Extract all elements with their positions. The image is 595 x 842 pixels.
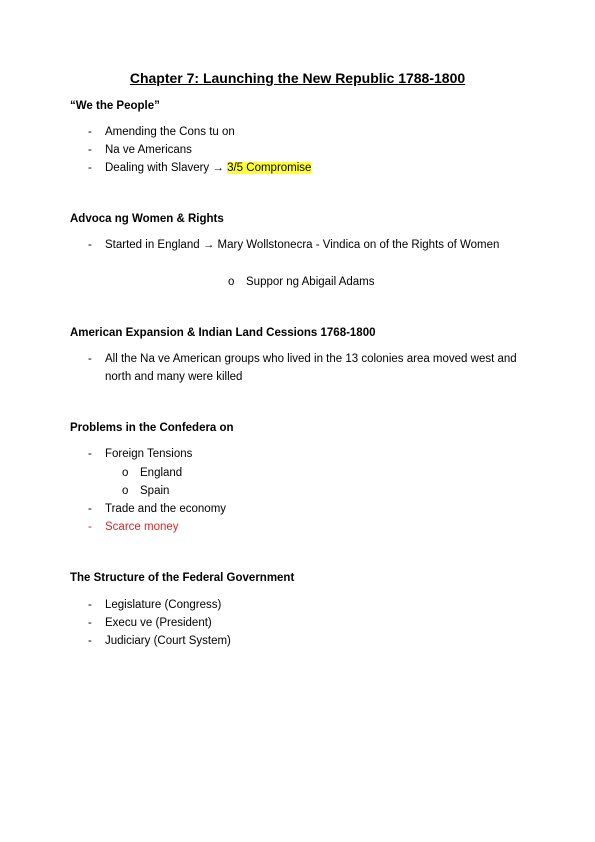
list-item-text: Execu ve (President) (105, 617, 212, 629)
circle-bullet: o (228, 276, 235, 288)
list-item (88, 632, 518, 650)
dash-bullet: - (88, 617, 92, 629)
list-item (88, 350, 518, 386)
dash-bullet: - (88, 162, 92, 174)
sub-list-item (122, 482, 169, 500)
section-heading-federal-government: The Structure of the Federal Government (70, 572, 295, 584)
list-item (88, 518, 518, 536)
section-heading-women-rights: Advoca ng Women & Rights (70, 213, 224, 225)
list-item (88, 500, 518, 518)
sub-list-item (122, 464, 182, 482)
sub-list-item-text: England (140, 467, 183, 479)
dash-bullet: - (88, 503, 92, 515)
alert-list-item-text: Scarce money (105, 521, 179, 533)
dash-bullet: - (88, 635, 92, 647)
dash-bullet: - (88, 599, 92, 611)
dash-bullet: - (88, 353, 92, 365)
list-item-rest: Mary Wollstonecra - Vindica on of the Rights of Women (217, 239, 500, 251)
arrow-icon: → (212, 162, 224, 174)
dash-bullet: - (88, 239, 92, 251)
section-heading-expansion: American Expansion & Indian Land Cessions 1768-1800 (70, 327, 376, 339)
list-item (88, 614, 518, 632)
dash-bullet: - (88, 521, 92, 533)
list-item-text: Amending the Cons tu on (105, 126, 235, 138)
page-title: Chapter 7: Launching the New Republic 1788-1800 (129, 70, 466, 86)
list-item-text: All the Na ve American groups who lived in the 13 colonies area moved west and north and many were killed (105, 353, 517, 383)
sub-list-item-text: Spain (140, 485, 170, 497)
highlighted-text: 3/5 Compromise (227, 162, 312, 174)
circle-bullet: o (122, 467, 129, 479)
list-item-text: Legislature (Congress) (105, 599, 222, 611)
list-item-text (88, 236, 518, 254)
list-item-prefix: Started in England (105, 239, 200, 251)
list-item-text (88, 159, 518, 177)
list-item-text: Judiciary (Court System) (105, 635, 231, 647)
list-item (88, 159, 518, 177)
list-item (88, 445, 518, 463)
section-heading-we-the-people: “We the People” (70, 100, 160, 112)
arrow-icon: → (202, 239, 215, 251)
sub-list-item (228, 273, 375, 291)
list-item (88, 141, 518, 159)
circle-bullet: o (122, 485, 129, 497)
dash-bullet: - (88, 126, 92, 138)
list-item (88, 236, 518, 254)
list-item-text: Trade and the economy (105, 503, 227, 515)
list-item-text: Na ve Americans (105, 144, 192, 156)
list-item-text: Foreign Tensions (105, 448, 193, 460)
list-item (88, 596, 518, 614)
sub-list-item-text: Suppor ng Abigail Adams (246, 276, 375, 288)
section-heading-confederation: Problems in the Confedera on (70, 422, 234, 434)
list-item (88, 123, 518, 141)
dash-bullet: - (88, 144, 92, 156)
dash-bullet: - (88, 448, 92, 460)
list-item-prefix: Dealing with Slavery (105, 162, 210, 174)
